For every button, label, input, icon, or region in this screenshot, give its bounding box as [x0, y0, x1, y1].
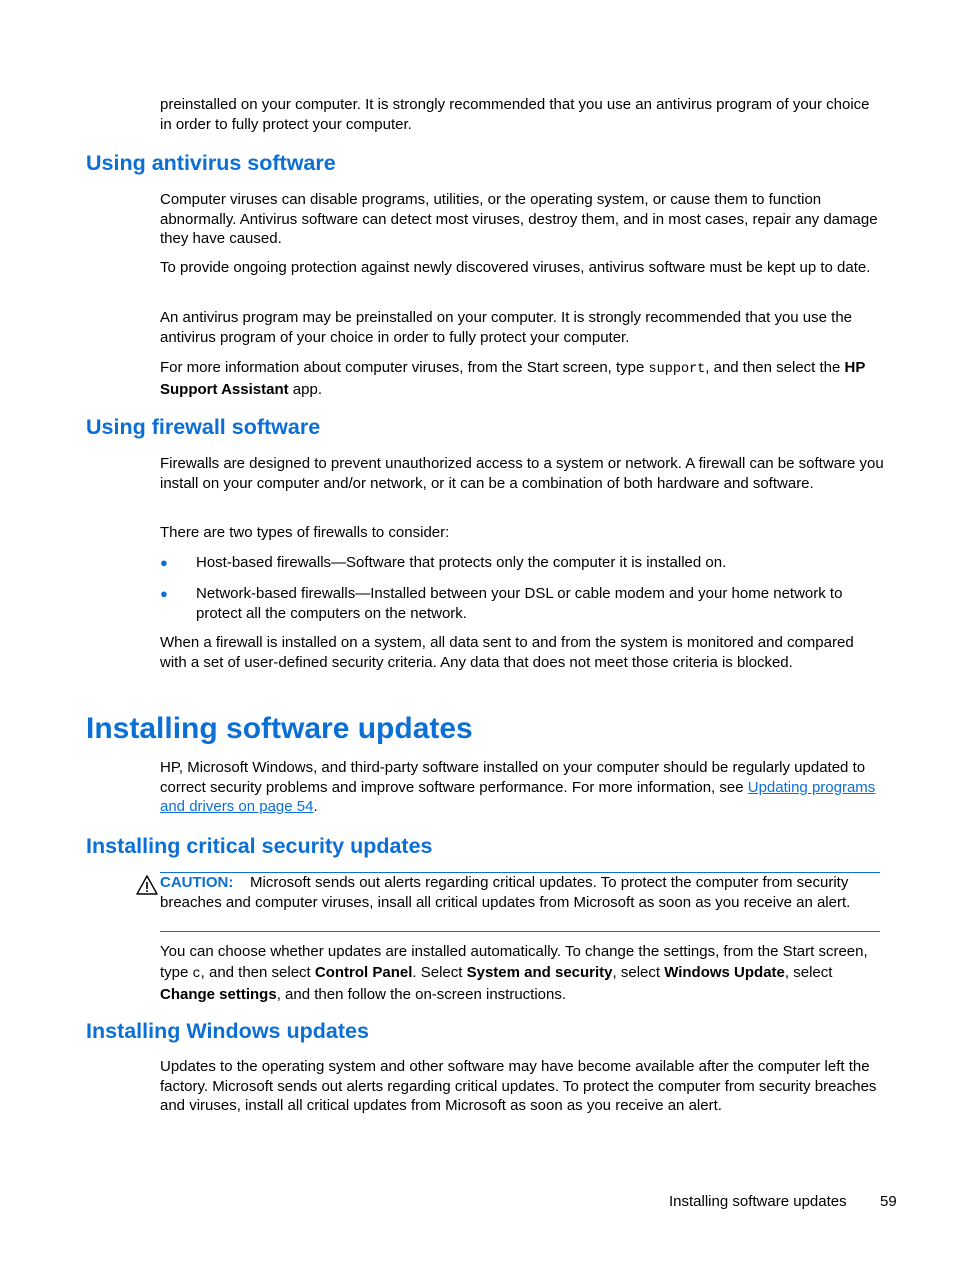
bullet-text: Host-based firewalls—Software that protects only the computer it is installed on.	[196, 554, 727, 571]
caution-label: CAUTION:	[160, 874, 234, 891]
text-run: , and then select the	[705, 359, 845, 376]
change-settings-label: Change settings	[160, 986, 277, 1003]
antivirus-paragraph-1: Computer viruses can disable programs, utilities, or the operating system, or cause them to function abnormally. Antivirus software can detect most viruses, destroy them, and in most cases, repair any damage they have caused.	[160, 191, 878, 247]
text-run: app.	[288, 380, 322, 398]
text-run: HP, Microsoft Windows, and third-party software installed on your computer should be regularly updated to correct security problems and improve software performance. For more information, see	[160, 759, 866, 796]
critical-paragraph	[160, 942, 884, 1006]
text-run: , and then follow the on-screen instructions.	[276, 986, 567, 1003]
system-security-label: System and security	[466, 963, 613, 981]
windows-update-label: Windows Update	[664, 963, 785, 981]
control-panel-label: Control Panel	[314, 963, 413, 981]
bullet-icon: ●	[160, 586, 168, 601]
link-updating-programs[interactable]: Updating programs and drivers on page 54	[160, 778, 876, 815]
warning-triangle-icon	[136, 875, 158, 895]
heading-installing-software-updates: Installing software updates	[86, 712, 473, 745]
firewall-paragraph-2: There are two types of firewalls to consider:	[160, 524, 450, 541]
bullet-item-host-based	[160, 553, 884, 573]
heading-critical-updates: Installing critical security updates	[86, 834, 433, 858]
code-c: c	[192, 966, 201, 982]
heading-antivirus: Using antivirus software	[86, 151, 336, 175]
heading-windows-updates: Installing Windows updates	[86, 1019, 369, 1043]
bullet-item-network-based	[160, 584, 884, 623]
hp-support-assistant-label: HP Support Assistant	[160, 359, 866, 398]
text-run: , and then select	[200, 963, 315, 981]
firewall-paragraph-1: Firewalls are designed to prevent unauthorized access to a system or network. A firewall can be software you install on your computer and/or network, or it can be a combination of both hardware and software.	[160, 455, 884, 492]
text-run: , select	[612, 963, 665, 981]
antivirus-paragraph-3: An antivirus program may be preinstalled on your computer. It is strongly recommended that you use the antivirus program of your choice in order to fully protect your computer.	[160, 309, 853, 346]
updates-paragraph	[160, 758, 884, 817]
antivirus-paragraph-2: To provide ongoing protection against newly discovered viruses, antivirus software must be kept up to date.	[160, 259, 871, 276]
footer-section-title: Installing software updates	[669, 1193, 847, 1210]
text-run: .	[313, 798, 318, 815]
text-run: For more information about computer viruses, from the Start screen, type	[160, 359, 649, 376]
text-run: . Select	[412, 963, 467, 981]
text-run: You can choose whether updates are installed automatically. To change the settings, from the Start screen, type	[160, 943, 868, 981]
firewall-paragraph-3: When a firewall is installed on a system, all data sent to and from the system is monitored and compared with a set of user-defined security criteria. Any data that does not meet those criteria is blocked.	[160, 634, 854, 671]
windows-paragraph: Updates to the operating system and other software may have become available after the computer left the factory. Microsoft sends out alerts regarding critical updates. To protect the computer from security breaches and viruses, install all critical updates from Microsoft as soon as you receive an alert.	[160, 1058, 877, 1114]
text-run: Microsoft sends out alerts regarding critical updates. To protect the computer from security breaches and computer viruses, insall all critical updates from Microsoft as soon as you receive an alert.	[160, 874, 851, 911]
bullet-text: Network-based firewalls—Installed between your DSL or cable modem and your home network to protect all the computers on the network.	[196, 585, 843, 622]
heading-firewall: Using firewall software	[86, 415, 321, 439]
caution-text	[160, 873, 880, 912]
code-support: support	[648, 362, 706, 377]
footer-page-number: 59	[880, 1193, 897, 1210]
intro-paragraph: preinstalled on your computer. It is strongly recommended that you use an antivirus program of your choice in order to fully protect your computer.	[160, 96, 870, 133]
antivirus-paragraph-4	[160, 358, 884, 399]
text-run: , select	[784, 963, 833, 981]
bullet-icon: ●	[160, 555, 168, 570]
